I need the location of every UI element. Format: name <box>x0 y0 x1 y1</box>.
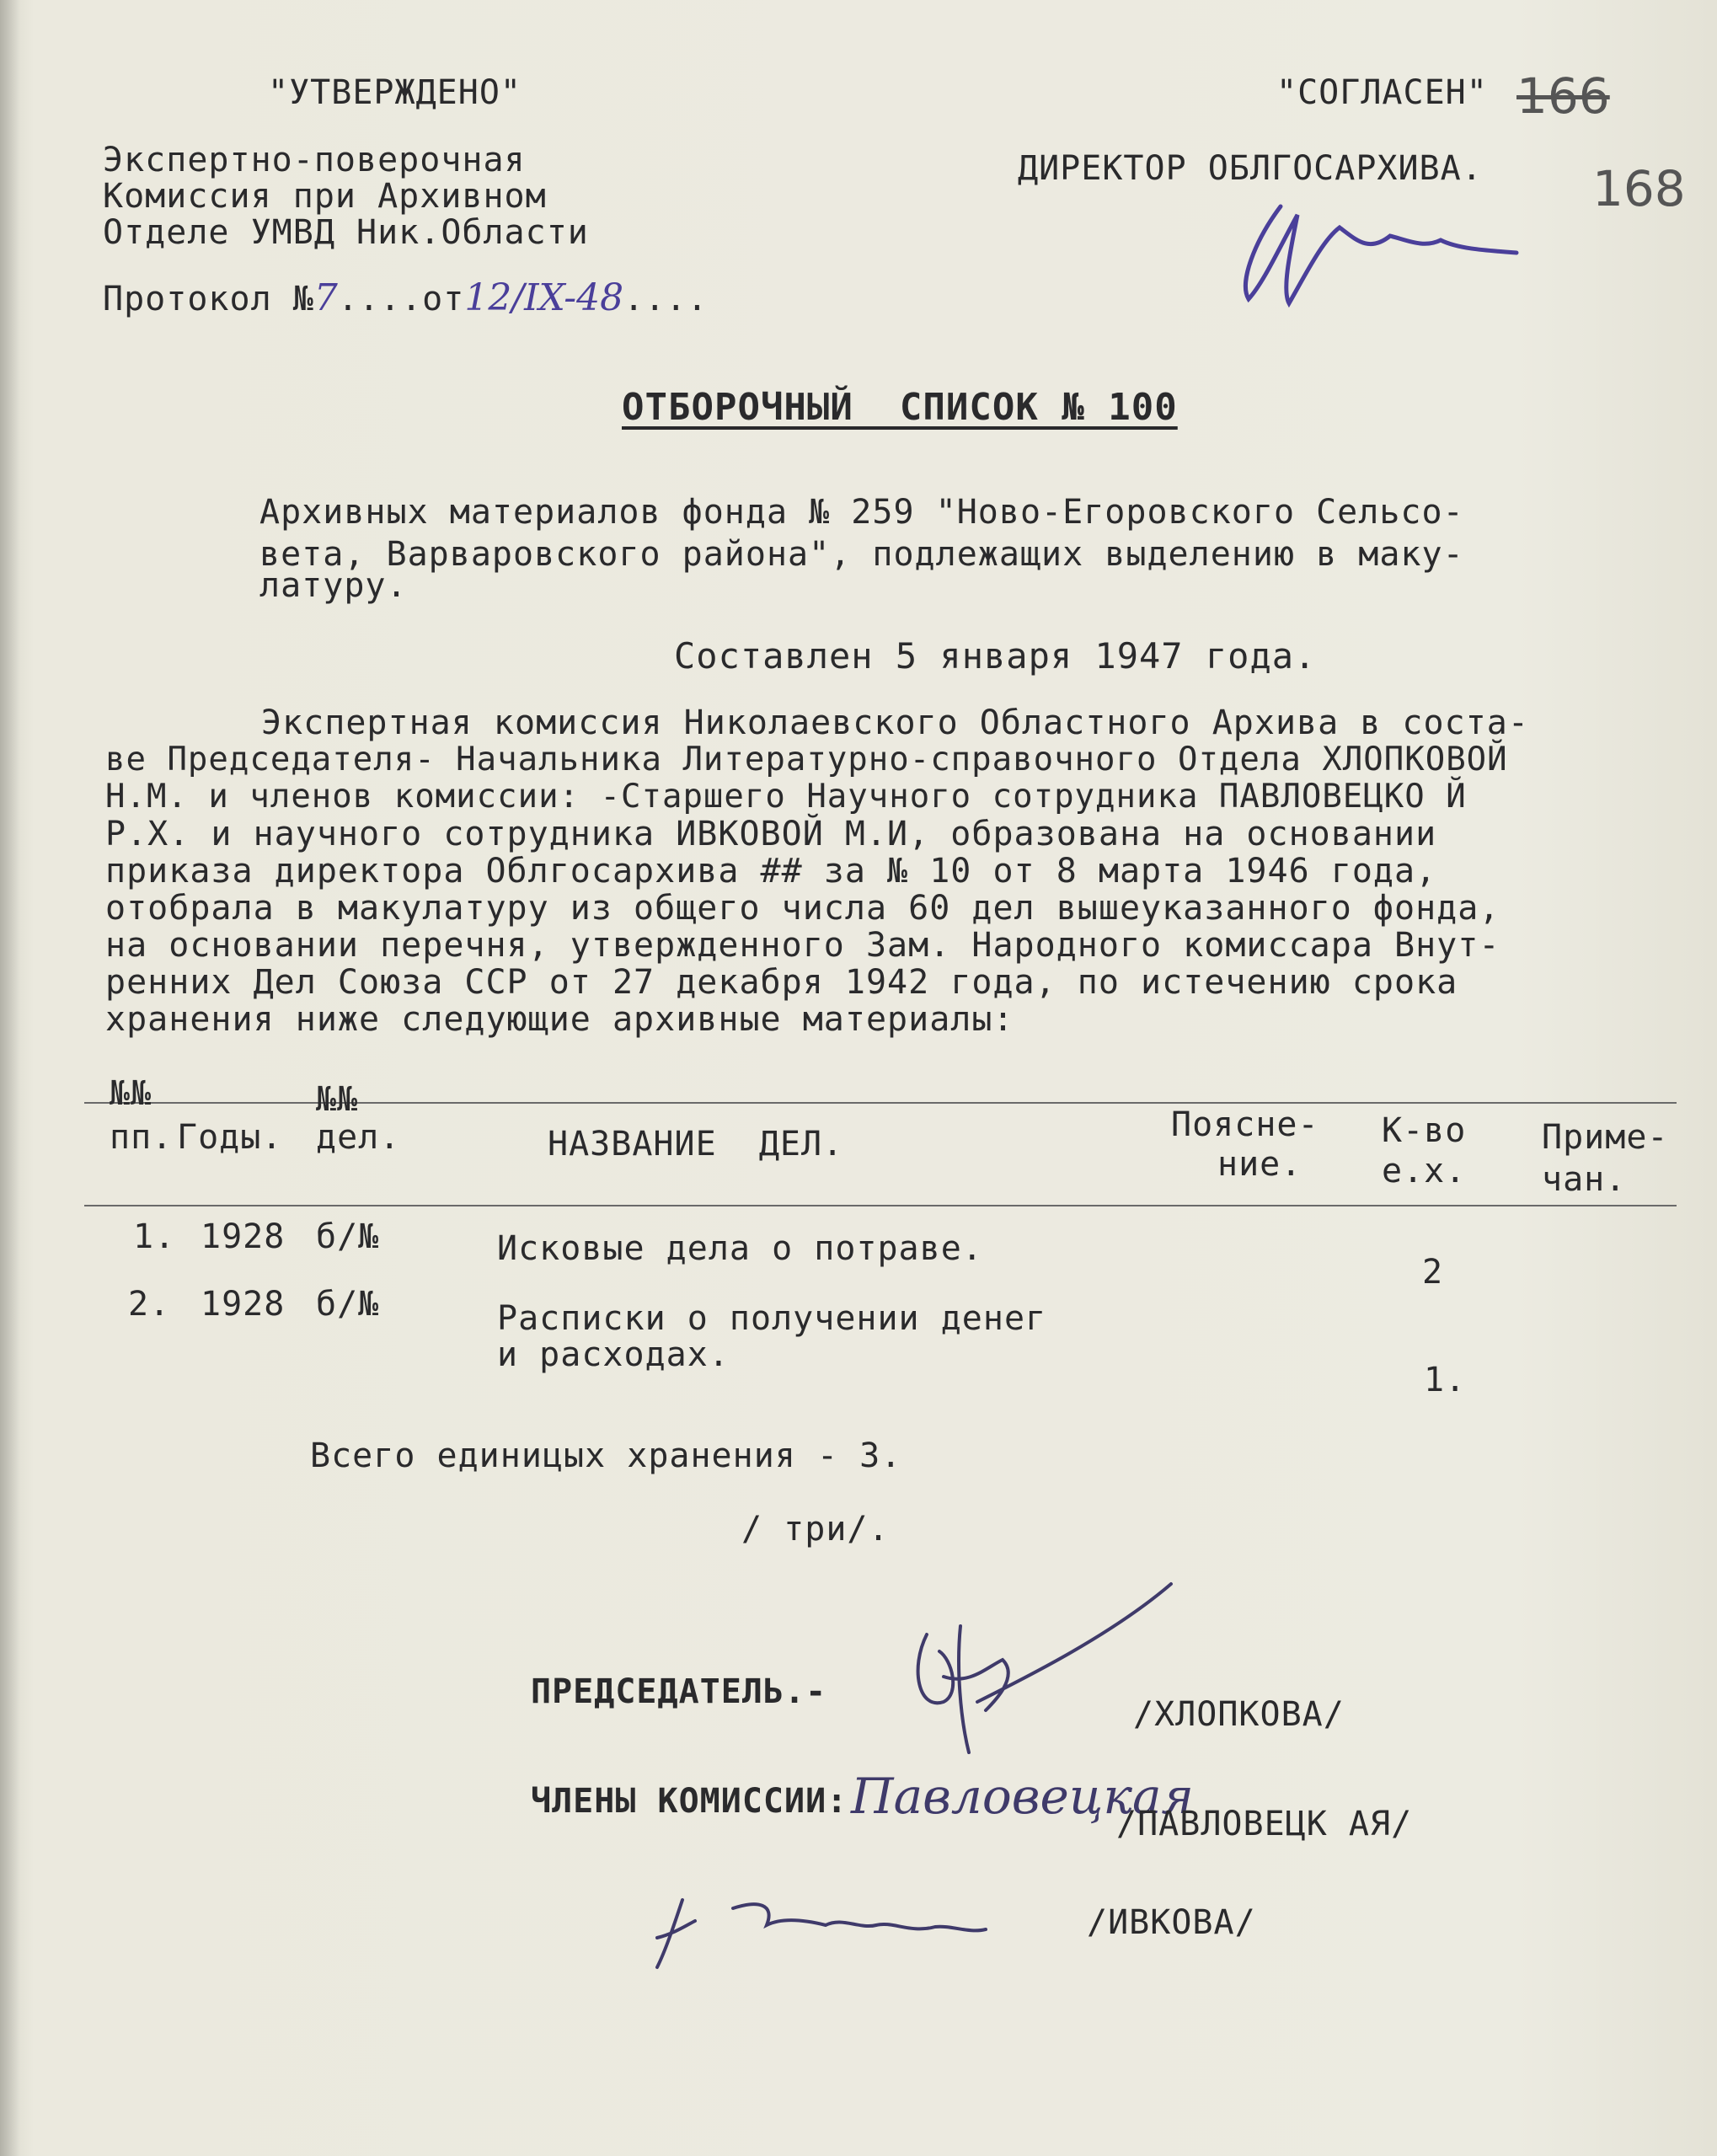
header-count-bottom: е.х. <box>1382 1152 1467 1190</box>
chair-name: /ХЛОПКОВА/ <box>1133 1695 1345 1734</box>
member2-signature <box>640 1875 994 1976</box>
row-1-num: 1. <box>133 1217 176 1256</box>
chair-signature <box>901 1576 1179 1769</box>
commission-line-2: Комиссия при Архивном <box>103 177 547 216</box>
body-line-8: ренних Дел Союза ССР от 27 декабря 1942 года, по истечению срока <box>105 963 1458 1002</box>
body-line-4: Р.Х. и научного сотрудника ИВКОВОЙ М.И, образована на основании <box>105 815 1437 853</box>
row-2-name-line-2: и расходах. <box>497 1335 730 1374</box>
row-1-year: 1928 <box>201 1217 286 1256</box>
approved-stamp: "УТВЕРЖДЕНО" <box>268 73 522 112</box>
body-line-5: приказа директора Облгосархива ## за № 10 от 8 марта 1946 года, <box>105 852 1437 891</box>
body-line-3: Н.М. и членов комиссии: -Старшего Научного сотрудника ПАВЛОВЕЦКО Й <box>105 778 1467 816</box>
compiled-date: Составлен 5 января 1947 года. <box>674 635 1317 677</box>
header-count-top: К-во <box>1382 1111 1467 1150</box>
header-case-top: №№ <box>316 1080 359 1119</box>
protocol-dots-1: ....от <box>337 280 465 318</box>
row-1-count: 2 <box>1422 1253 1444 1292</box>
header-num-top: №№ <box>110 1074 152 1113</box>
protocol-dots-2: .... <box>623 280 709 318</box>
member2-name: /ИВКОВА/ <box>1087 1903 1256 1942</box>
row-2-name-line-1: Расписки о получении денег <box>497 1299 1047 1338</box>
header-name: НАЗВАНИЕ ДЕЛ. <box>548 1125 844 1164</box>
protocol-date-handwritten: 12/IX-48 <box>464 276 624 319</box>
page-edge-shadow <box>0 0 20 2156</box>
protocol-prefix: Протокол № <box>103 280 314 318</box>
row-2-count: 1. <box>1424 1361 1467 1399</box>
member1-signature: Павловецкая <box>851 1768 1194 1825</box>
body-line-2: ве Председателя- Начальника Литературно-справочного Отдела ХЛОПКОВОЙ <box>105 741 1508 778</box>
director-signature <box>1230 190 1533 316</box>
body-line-7: на основании перечня, утвержденного Зам. Народного комиссара Внут- <box>105 926 1500 965</box>
body-line-6: отобрала в макулатуру из общего числа 60 дел вышеуказанного фонда, <box>105 889 1500 928</box>
header-note-top: Поясне- <box>1171 1105 1319 1144</box>
director-title: ДИРЕКТОР ОБЛГОСАРХИВА. <box>1018 149 1483 188</box>
body-line-1: Экспертная комиссия Николаевского Областного Архива в соста- <box>261 704 1529 742</box>
body-line-9: хранения ниже следующие архивные материалы: <box>105 1000 1014 1039</box>
commission-line-1: Экспертно-поверочная <box>103 141 526 179</box>
subject-line-2: вета, Варваровского района", подлежащих выделению в маку- <box>259 535 1464 574</box>
total-units: Всего единицых хранения - 3. <box>310 1436 902 1475</box>
row-2-year: 1928 <box>201 1285 286 1324</box>
header-years: Годы. <box>177 1118 283 1157</box>
folio-number-crossed: 166 <box>1516 67 1610 125</box>
row-1-name: Исковые дела о потраве. <box>497 1229 983 1268</box>
members-label: ЧЛЕНЫ КОМИССИИ: <box>531 1782 848 1821</box>
header-num-bottom: пп. <box>110 1118 174 1157</box>
commission-line-3: Отделе УМВД Ник.Области <box>103 213 589 252</box>
subject-line-3: латуру. <box>259 566 408 605</box>
protocol-number-handwritten: 7 <box>313 276 338 319</box>
header-remark-bottom: чан. <box>1542 1160 1627 1199</box>
header-case-bottom: дел. <box>316 1118 401 1157</box>
member1-name: /ПАВЛОВЕЦК АЯ/ <box>1116 1805 1413 1843</box>
total-words: / три/. <box>741 1510 890 1549</box>
table-header-rule <box>84 1205 1677 1206</box>
protocol-line <box>103 276 708 319</box>
folio-number: 168 <box>1592 160 1686 217</box>
header-note-bottom: ние. <box>1217 1145 1302 1184</box>
agreed-stamp: "СОГЛАСЕН" <box>1276 73 1488 112</box>
subject-line-1: Архивных материалов фонда № 259 "Ново-Егоровского Сельсо- <box>259 493 1464 532</box>
header-remark-top: Приме- <box>1542 1118 1669 1157</box>
row-2-case: б/№ <box>316 1285 380 1324</box>
chair-label: ПРЕДСЕДАТЕЛЬ.- <box>531 1672 827 1711</box>
row-2-num: 2. <box>128 1285 171 1324</box>
document-title: ОТБОРОЧНЫЙ СПИСОК № 100 <box>622 386 1178 429</box>
row-1-case: б/№ <box>316 1217 380 1256</box>
